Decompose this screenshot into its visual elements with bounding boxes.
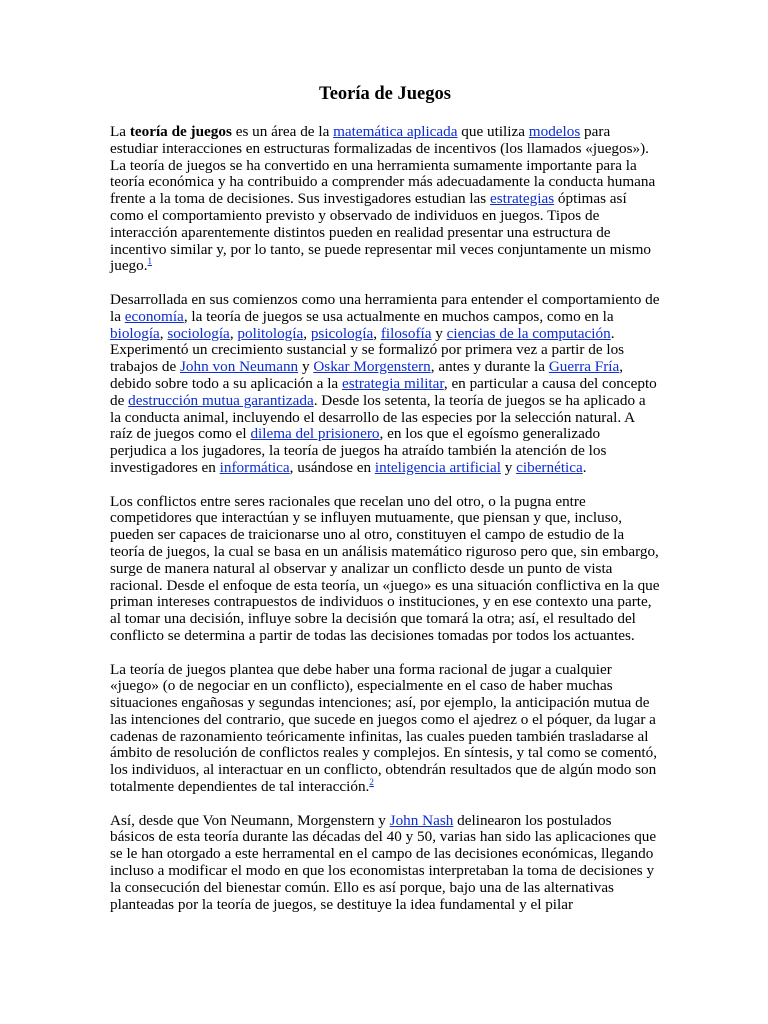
link-destruccion-mutua-garantizada[interactable]: destrucción mutua garantizada [128, 391, 314, 409]
text: La [110, 123, 130, 140]
text: . Experimentó un crecimiento sustancial y se formalizó por primera vez a partir de los trabajos de [110, 324, 625, 376]
page-title: Teoría de Juegos [319, 84, 451, 104]
link-john-von-neumann[interactable]: John von Neumann [180, 358, 299, 376]
link-john-nash[interactable]: John Nash [389, 811, 454, 829]
link-dilema-del-prisionero[interactable]: dilema del prisionero [250, 425, 380, 443]
text: . [582, 458, 587, 476]
link-biologia[interactable]: biología [110, 324, 160, 342]
text: y [298, 358, 314, 376]
text: , en los que el egoísmo generalizado perjudica a los jugadores, la teoría de juegos ha atraído también la atención de los investigadores en [110, 425, 607, 476]
link-economia[interactable]: economía [124, 307, 184, 325]
text: , debido sobre todo a su aplicación a la [110, 358, 624, 392]
footnote-ref-2 [369, 777, 374, 787]
link-estrategias[interactable]: estrategias [490, 190, 555, 208]
paragraph-1 [110, 124, 660, 275]
link-ciencias-computacion[interactable]: ciencias de la computación [446, 324, 611, 342]
link-modelos[interactable]: modelos [528, 123, 581, 140]
link-matematica-aplicada[interactable]: matemática aplicada [333, 123, 458, 140]
text: , [159, 324, 168, 342]
link-psicologia[interactable]: psicología [310, 324, 374, 342]
paragraph-5 [110, 813, 660, 914]
text: y [500, 458, 517, 476]
text: , usándose en [289, 458, 375, 476]
link-filosofia[interactable]: filosofía [380, 324, 432, 342]
link-inteligencia-artificial[interactable]: inteligencia artificial [374, 458, 501, 476]
bold-term: teoría de juegos [129, 123, 232, 140]
text: óptimas así como el comportamiento previsto y observado de individuos en juegos. Tipos de interacción aparentemente distintos pueden en realidad presentar una estructura de incentivo similar y, por lo tanto, se puede representar mil veces conjuntamente un mismo juego. [110, 190, 651, 275]
text: y [431, 324, 447, 342]
link-oskar-morgenstern[interactable]: Oskar Morgenstern [313, 358, 431, 376]
text: La teoría de juegos plantea que debe haber una forma racional de jugar a cualquier «juego» (o de negociar en un conflicto), especialmente en el caso de haber muchas situaciones engañosas y segundas intenciones; así, por ejemplo, la anticipación mutua de las intenciones del contrario, que sucede en juegos como el ajedrez o el póquer, da lugar a cadenas de razonamiento teóricamente infinitas, las cuales pueden también trasladarse al ámbito de resolución de conflictos reales y complejos. En síntesis, y tal como se comentó, los individuos, al interactuar en un conflicto, obtendrán resultados que de algún modo son totalmente dependientes de tal interacción. [110, 660, 658, 796]
text: , en particular a causa del concepto de [110, 374, 657, 409]
paragraph-4 [110, 662, 660, 796]
link-cibernetica[interactable]: cibernética [516, 458, 583, 476]
paragraph-3: Los conflictos entre seres racionales que recelan uno del otro, o la pugna entre competidores que interactúan y se influyen mutuamente, que piensan y que, incluso, pueden ser capaces de traicionarse uno al otro, constituyen el campo de estudio de la teoría de juegos, la cual se basa en un análisis matemático riguroso pero que, sin embargo, surge de manera natural al observar y analizar un conflicto desde un punto de vista racional. Desde el enfoque de esta teoría, un «juego» es una situación conflictiva en la que priman intereses contrapuestos de individuos o instituciones, y en ese contexto una parte, al tomar una decisión, influye sobre la decisión que tomará la otra; así, el resultado del conflicto se determina a partir de todas las decisiones tomadas por todos los actuantes. [110, 492, 660, 644]
link-sociologia[interactable]: sociología [167, 324, 230, 342]
document-page [110, 82, 660, 930]
text: , antes y durante la [430, 358, 549, 376]
text: es un área de la [231, 123, 334, 140]
text: Desarrollada en sus comienzos como una herramienta para entender el comportamiento de la [110, 290, 660, 325]
text: , la teoría de juegos se usa actualmente en muchos campos, como en la [183, 307, 614, 325]
text: , [303, 324, 311, 342]
footnote-link-1[interactable]: 1 [147, 256, 153, 267]
text: Así, desde que Von Neumann, Morgenstern y [110, 811, 390, 829]
text: para estudiar interacciones en estructuras formalizadas de incentivos (los llamados «juegos»). La teoría de juegos se ha convertido en una herramienta sumamente importante para la teoría económica y ha contribuido a comprender más adecuadamente la conducta humana frente a la toma de decisiones. Sus investigadores estudian las [110, 123, 656, 208]
footnote-link-2[interactable]: 2 [369, 777, 374, 788]
footnote-ref-1 [148, 256, 153, 266]
link-informatica[interactable]: informática [219, 458, 290, 476]
link-guerra-fria[interactable]: Guerra Fría [548, 358, 620, 376]
text: , [373, 324, 381, 342]
text: que utiliza [457, 123, 529, 140]
link-politologia[interactable]: politología [237, 324, 304, 342]
paragraph-2 [110, 292, 660, 477]
link-estrategia-militar[interactable]: estrategia militar [341, 374, 444, 392]
text: , [229, 324, 238, 342]
text: delinearon los postulados básicos de esta teoría durante las décadas del 40 y 50, varias han sido las aplicaciones que se le han otorgado a este herramental en el campo de las decisiones económicas, llegando incluso a modificar el modo en que los economistas interpretaban la toma de decisiones y la consecución del bienestar común. Ello es así porque, bajo una de las alternativas planteadas por la teoría de juegos, se destituye la idea fundamental y el pilar [110, 811, 657, 913]
text: . Desde los setenta, la teoría de juegos se ha aplicado a la conducta animal, incluyendo el desarrollo de las especies por la selección natural. A raíz de juegos como el [110, 391, 646, 443]
